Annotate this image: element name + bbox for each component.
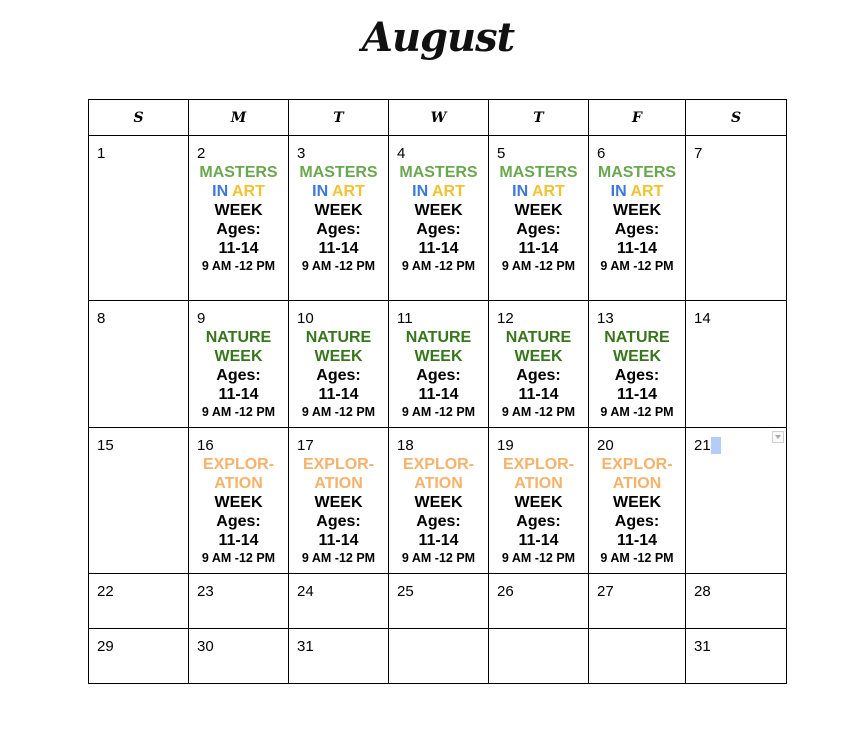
weekday-header: S [686,100,787,136]
week-row [89,301,787,428]
event-time: 9 AM -12 PM [501,259,576,273]
day-number [589,629,685,638]
event-ages-label: Ages: [316,221,361,238]
day-cell[interactable] [189,629,289,684]
event-ages-label: Ages: [516,513,561,530]
event-title-line: WEEK [214,348,263,365]
event-ages-label: Ages: [216,513,261,530]
day-cell[interactable] [189,574,289,629]
exploration-week-event [389,455,488,566]
weekday-header: W [389,100,489,136]
day-cell[interactable] [89,629,189,684]
weekday-header: T [489,100,589,136]
event-title-line: MASTERS [199,164,278,181]
event-title-line: ATION [214,475,263,492]
day-cell[interactable] [686,629,787,684]
event-ages-label: Ages: [216,367,261,384]
calendar-title: August [361,14,515,61]
event-title-line: WEEK [314,348,363,365]
event-ages-value: 11-14 [616,532,658,549]
event-week-label: WEEK [414,202,463,219]
day-number: 9 [197,310,206,327]
day-cell[interactable] [589,428,686,574]
event-ages-value: 11-14 [518,386,559,403]
day-number: 18 [397,437,414,454]
weekday-header: F [589,100,686,136]
event-ages-label: Ages: [614,367,660,384]
day-cell[interactable] [289,428,389,574]
day-cell[interactable] [189,301,289,428]
event-title-line: EXPLOR- [502,456,575,473]
event-title-in: IN [412,183,429,200]
event-ages-value: 11-14 [218,532,259,549]
day-number: 3 [297,145,306,162]
event-week-label: WEEK [514,494,563,511]
event-title-line: MASTERS [597,164,677,181]
day-cell[interactable] [289,136,389,301]
event-week-label: WEEK [514,202,563,219]
event-title-line: WEEK [514,348,563,365]
nature-week-event [189,328,288,420]
day-number: 7 [694,145,703,162]
event-time: 9 AM -12 PM [301,551,376,565]
event-title-line: EXPLOR- [302,456,375,473]
event-week-label: WEEK [414,494,463,511]
day-number: 21 [694,437,711,454]
event-week-label: WEEK [613,202,661,219]
nature-week-event [589,328,685,420]
day-cell[interactable] [589,629,686,684]
event-ages-label: Ages: [416,221,461,238]
event-ages-label: Ages: [416,513,461,530]
event-title-art: ART [331,183,365,200]
event-ages-value: 11-14 [218,240,259,257]
day-number: 31 [297,638,314,655]
day-number: 13 [597,310,614,327]
day-number: 31 [694,638,711,655]
day-cell[interactable] [489,574,589,629]
day-number: 30 [197,638,214,655]
event-time: 9 AM -12 PM [201,551,276,565]
day-cell[interactable] [686,301,787,428]
day-number: 17 [297,437,314,454]
event-title-line: ATION [414,475,463,492]
event-title-line: EXPLOR- [601,456,673,473]
event-ages-value: 11-14 [318,386,359,403]
event-title-line: MASTERS [299,164,378,181]
event-ages-value: 11-14 [518,240,559,257]
day-number: 24 [297,583,314,600]
event-title-line: NATURE [405,329,472,346]
event-title-line: WEEK [613,348,661,365]
event-week-label: WEEK [314,494,363,511]
weekday-header: T [289,100,389,136]
event-ages-value: 11-14 [518,532,559,549]
day-cell[interactable] [589,136,686,301]
event-time: 9 AM -12 PM [301,405,376,419]
day-cell[interactable] [489,629,589,684]
nature-week-event [489,328,588,420]
masters-in-art-event [489,163,588,274]
day-cell[interactable] [389,574,489,629]
week-row [89,574,787,629]
day-number: 20 [597,437,614,454]
event-time: 9 AM -12 PM [501,405,576,419]
event-title-line: MASTERS [499,164,578,181]
week-row [89,136,787,301]
event-title-line: NATURE [604,329,670,346]
event-ages-value: 11-14 [418,240,459,257]
day-cell[interactable] [489,428,589,574]
event-title-line: EXPLOR- [402,456,475,473]
weekday-header: S [89,100,189,136]
event-title-line: ATION [514,475,563,492]
day-number: 12 [497,310,514,327]
event-ages-label: Ages: [316,513,361,530]
event-ages-label: Ages: [516,367,561,384]
event-title-in: IN [212,183,229,200]
event-time: 9 AM -12 PM [401,259,476,273]
masters-in-art-event [589,163,685,274]
event-time: 9 AM -12 PM [301,259,376,273]
day-number: 5 [497,145,506,162]
event-title-in: IN [312,183,329,200]
event-time: 9 AM -12 PM [600,405,674,419]
event-title-art: ART [231,183,265,200]
event-time: 9 AM -12 PM [600,259,674,273]
day-cell[interactable] [489,301,589,428]
day-number: 27 [597,583,614,600]
event-time: 9 AM -12 PM [201,405,276,419]
text-cursor-selection [711,437,721,454]
calendar-table [88,99,787,684]
day-number: 22 [97,583,114,600]
day-number: 1 [97,145,106,162]
day-cell[interactable] [589,574,686,629]
exploration-week-event [489,455,588,566]
event-title-line: EXPLOR- [202,456,275,473]
day-number: 10 [297,310,314,327]
event-title-line: MASTERS [399,164,478,181]
event-ages-label: Ages: [216,221,261,238]
day-number: 14 [694,310,711,327]
exploration-week-event [289,455,388,566]
day-cell[interactable] [589,301,686,428]
event-time: 9 AM -12 PM [401,551,476,565]
day-cell[interactable] [686,574,787,629]
day-number: 26 [497,583,514,600]
event-ages-label: Ages: [316,367,361,384]
event-ages-value: 11-14 [418,532,459,549]
day-number [489,629,588,638]
day-number: 6 [597,145,606,162]
event-title-line: NATURE [505,329,572,346]
event-ages-value: 11-14 [218,386,259,403]
weekday-header-row [89,100,787,136]
day-number: 8 [97,310,106,327]
nature-week-event [389,328,488,420]
day-cell[interactable] [686,136,787,301]
day-number-wrap [686,428,786,454]
week-row [89,629,787,684]
day-cell[interactable] [389,428,489,574]
day-number: 16 [197,437,214,454]
day-number: 11 [397,310,413,327]
day-cell[interactable] [489,136,589,301]
event-week-label: WEEK [214,202,263,219]
event-title-line: WEEK [414,348,463,365]
masters-in-art-event [389,163,488,274]
event-week-label: WEEK [314,202,363,219]
event-week-label: WEEK [214,494,263,511]
exploration-week-event [589,455,685,566]
dropdown-arrow-icon[interactable] [772,431,784,443]
event-title-in: IN [512,183,529,200]
event-ages-label: Ages: [614,221,660,238]
event-ages-value: 11-14 [418,386,459,403]
week-row [89,428,787,574]
event-title-in: IN [610,183,627,200]
event-ages-value: 11-14 [318,532,359,549]
event-ages-value: 11-14 [616,386,658,403]
day-number: 15 [97,437,114,454]
day-number: 29 [97,638,114,655]
event-ages-value: 11-14 [616,240,658,257]
event-title-line: NATURE [305,329,372,346]
day-cell[interactable] [289,629,389,684]
day-cell[interactable] [89,136,189,301]
masters-in-art-event [289,163,388,274]
event-time: 9 AM -12 PM [501,551,576,565]
day-number: 25 [397,583,414,600]
day-cell[interactable] [289,574,389,629]
event-time: 9 AM -12 PM [401,405,476,419]
day-cell[interactable] [189,136,289,301]
event-time: 9 AM -12 PM [201,259,276,273]
event-ages-label: Ages: [416,367,461,384]
day-number: 28 [694,583,711,600]
weekday-header: M [189,100,289,136]
exploration-week-event [189,455,288,566]
day-cell[interactable] [189,428,289,574]
event-ages-value: 11-14 [318,240,359,257]
event-ages-label: Ages: [516,221,561,238]
event-ages-label: Ages: [614,513,660,530]
day-cell[interactable] [89,428,189,574]
day-cell[interactable] [89,574,189,629]
day-cell[interactable] [89,301,189,428]
event-time: 9 AM -12 PM [600,551,674,565]
day-number: 23 [197,583,214,600]
event-title-art: ART [630,183,664,200]
day-number: 4 [397,145,406,162]
event-title-line: ATION [612,475,662,492]
day-cell[interactable] [686,428,787,574]
event-title-line: NATURE [205,329,272,346]
event-title-art: ART [531,183,565,200]
day-number: 2 [197,145,206,162]
day-number: 19 [497,437,514,454]
day-cell[interactable] [289,301,389,428]
day-cell[interactable] [389,629,489,684]
day-cell[interactable] [389,301,489,428]
day-cell[interactable] [389,136,489,301]
event-title-line: ATION [314,475,363,492]
event-title-art: ART [431,183,465,200]
masters-in-art-event [189,163,288,274]
day-number [389,629,488,638]
event-week-label: WEEK [613,494,661,511]
nature-week-event [289,328,388,420]
